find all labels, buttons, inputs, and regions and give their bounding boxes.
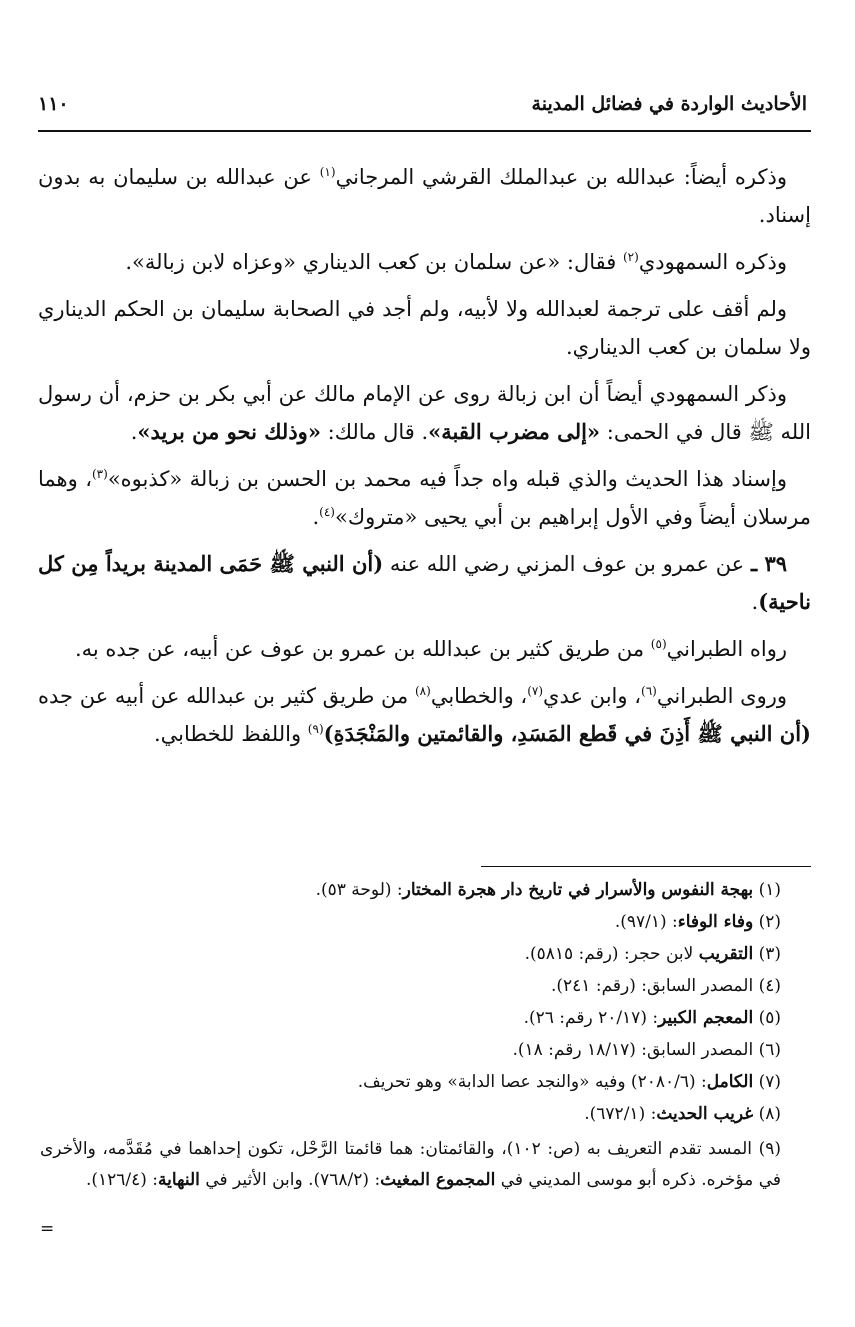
footnote-ref-6[interactable]: (٦): [641, 684, 657, 698]
paragraph-5: وإسناد هذا الحديث والذي قبله واه جداً فيه محمد بن الحسن بن زبالة «كذبوه»$^{(٣)}$، وهما مرسلان أيضاً وفي الأول إبراهيم بن أبي يحيى «متروك»$^{(٤)}$.: [38, 467, 811, 529]
footnote-2: (٢) وفاء الوفاء: (٩٧/١).: [614, 912, 781, 932]
footnote-8: (٨) غريب الحديث: (٦٧٢/١).: [584, 1104, 781, 1124]
paragraph-3: ولم أقف على ترجمة لعبدالله ولا لأبيه، ولم أجد في الصحابة سليمان بن الحكم الديناري ولا سلمان بن كعب الديناري.: [38, 297, 811, 359]
footnote-ref-5[interactable]: (٥): [650, 637, 667, 651]
footnote-4: (٤) المصدر السابق: (رقم: ٢٤١).: [551, 976, 781, 996]
footnote-separator: [481, 866, 811, 867]
footnote-9: (٩) المسد تقدم التعريف به (ص: ١٠٢)، والقائمتان: هما قائمتا الرَّحْل، تكون إحداهما في مُقَدَّمه، والأخرى في مؤخره. ذكره أبو موسى المديني في المجموع المغيث: (٧٦٨/٢). وابن الأثير في النهاية: (١٢٦/٤).: [40, 1139, 782, 1190]
footnote-ref-1[interactable]: (١): [319, 165, 336, 179]
footnote-6: (٦) المصدر السابق: (١٨/١٧ رقم: ١٨).: [512, 1040, 781, 1060]
hadith-39: ٣٩ ـ عن عمرو بن عوف المزني رضي الله عنه (أن النبي ﷺ حَمَى المدينة بريداً مِن كل ناحية).: [38, 551, 811, 614]
footnote-1: (١) بهجة النفوس والأسرار في تاريخ دار هجرة المختار: (لوحة ٥٣).: [315, 880, 781, 900]
header-rule: [38, 130, 811, 132]
paragraph-4: وذكر السمهودي أيضاً أن ابن زبالة روى عن الإمام مالك عن أبي بكر بن حزم، أن رسول الله ﷺ قال في الحمى: «إلى مضرب القبة». قال مالك: «وذلك نحو من بريد».: [38, 382, 811, 444]
footnotes: [40, 874, 811, 1196]
main-text: [38, 158, 811, 762]
paragraph-2: وذكره السمهودي$^{(٢)}$ فقال: «عن سلمان بن كعب الديناري «وعزاه لابن زبالة».: [125, 250, 787, 274]
footnote-ref-9[interactable]: (٩): [307, 722, 324, 736]
page-number: ١١٠: [38, 93, 69, 115]
running-title: الأحاديث الواردة في فضائل المدينة: [531, 93, 807, 115]
footnote-ref-8[interactable]: (٨): [414, 684, 431, 698]
paragraph-1: وذكره أيضاً: عبدالله بن عبدالملك القرشي المرجاني$^{(١)}$ عن عبدالله بن سليمان به بدون إسناد.: [38, 165, 811, 227]
footnote-ref-7[interactable]: (٧): [527, 684, 544, 698]
quote-bold: «وذلك نحو من بريد»: [137, 419, 321, 444]
footnote-3: (٣) التقريب لابن حجر: (رقم: ٥٨١٥).: [524, 944, 781, 964]
hadith-number: ٣٩ ـ: [750, 551, 788, 576]
footnote-ref-2[interactable]: (٢): [622, 250, 639, 264]
paragraph-8: وروى الطبراني$^{(٦)}$، وابن عدي$^{(٧)}$، والخطابي$^{(٨)}$ من طريق كثير بن عبدالله عن أبيه عن جده (أن النبي ﷺ أَذِنَ في قَطع المَسَدِ، والقائمتين والمَنْجَدَةِ)$^{(٩)}$ واللفظ للخطابي.: [38, 684, 811, 746]
footnote-ref-4[interactable]: (٤): [319, 505, 335, 519]
page-header: [38, 84, 807, 124]
footnote-ref-3[interactable]: (٣): [91, 467, 108, 481]
paragraph-7: رواه الطبراني$^{(٥)}$ من طريق كثير بن عبدالله بن عمرو بن عوف عن أبيه، عن جده به.: [74, 637, 787, 661]
quote-bold: «إلى مضرب القبة»: [428, 419, 601, 444]
footnote-7: (٧) الكامل: (٢٠٨٠/٦) وفيه «والنجد عصا الدابة» وهو تحريف.: [357, 1072, 781, 1092]
hadith-text: (أن النبي ﷺ أَذِنَ في قَطع المَسَدِ، والقائمتين والمَنْجَدَةِ): [323, 721, 811, 746]
hadith-text: (أن النبي ﷺ حَمَى المدينة بريداً مِن كل ناحية): [38, 551, 811, 614]
footnote-5: (٥) المعجم الكبير: (٢٠/١٧ رقم: ٢٦).: [523, 1008, 781, 1028]
continuation-mark: =: [40, 1219, 55, 1239]
